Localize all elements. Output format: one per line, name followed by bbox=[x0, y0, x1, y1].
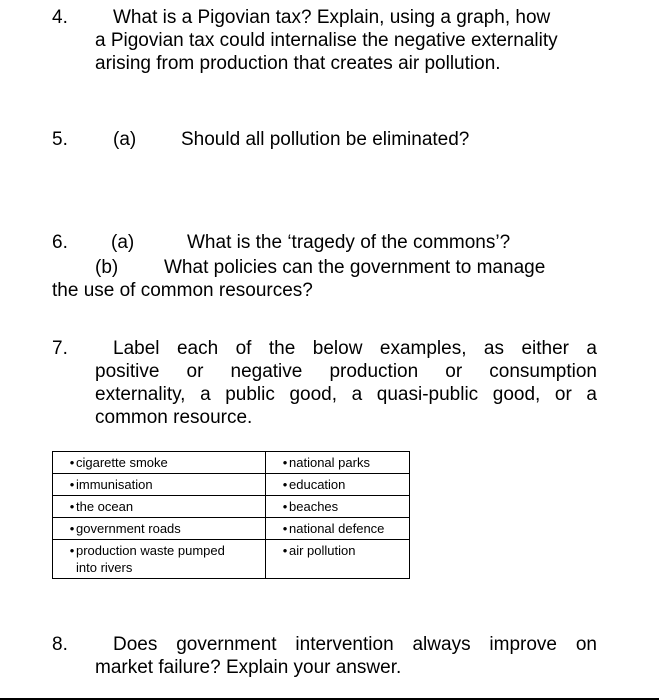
cell-text: air pollution bbox=[289, 543, 356, 558]
table-cell bbox=[53, 474, 266, 496]
cell-text: immunisation bbox=[76, 477, 153, 492]
cell-text: national parks bbox=[289, 455, 370, 470]
table-cell bbox=[266, 496, 410, 518]
question-part-label: (b) bbox=[95, 257, 119, 278]
bullet-icon: • bbox=[282, 455, 288, 470]
question-number: 7. bbox=[52, 338, 68, 359]
table-cell bbox=[53, 496, 266, 518]
cell-text: national defence bbox=[289, 521, 385, 536]
bullet-icon: • bbox=[282, 521, 288, 536]
question-number: 6. bbox=[52, 232, 68, 253]
cell-text: education bbox=[289, 477, 346, 492]
cell-text: the ocean bbox=[76, 499, 134, 514]
cell-text: government roads bbox=[76, 521, 181, 536]
cell-text: cigarette smoke bbox=[76, 455, 168, 470]
question-part-label: (a) bbox=[113, 129, 137, 150]
question-number: 8. bbox=[52, 634, 68, 655]
bullet-icon: • bbox=[69, 543, 75, 558]
bullet-icon: • bbox=[69, 521, 75, 536]
question-text-line: Label each of the below examples, as either a bbox=[113, 338, 597, 359]
question-text-line: externality, a public good, a quasi-public good, or a bbox=[95, 384, 597, 405]
table-row bbox=[53, 496, 410, 518]
question-number: 5. bbox=[52, 129, 68, 150]
bullet-icon: • bbox=[69, 477, 75, 492]
table-row bbox=[53, 474, 410, 496]
question-text-line: What is the ‘tragedy of the commons’? bbox=[187, 232, 511, 253]
table-row bbox=[53, 518, 410, 540]
bullet-icon: • bbox=[282, 499, 288, 514]
table-row bbox=[53, 540, 410, 579]
question-text-line: What is a Pigovian tax? Explain, using a graph, how bbox=[113, 7, 551, 28]
table-cell bbox=[53, 518, 266, 540]
bullet-icon: • bbox=[69, 455, 75, 470]
bullet-icon: • bbox=[282, 477, 288, 492]
question-text-line: What policies can the government to manage bbox=[164, 257, 546, 278]
question-text-line: market failure? Explain your answer. bbox=[95, 657, 402, 678]
question-text-line: a Pigovian tax could internalise the negative externality bbox=[95, 30, 558, 51]
table-cell bbox=[266, 540, 410, 579]
question-text-line: common resource. bbox=[95, 407, 253, 428]
cell-text: production waste pumped into rivers bbox=[76, 543, 225, 575]
table-cell bbox=[53, 540, 266, 579]
question-text-line: the use of common resources? bbox=[52, 280, 313, 301]
bullet-icon: • bbox=[69, 499, 75, 514]
question-text-line: positive or negative production or consumption bbox=[95, 361, 597, 382]
question-part-label: (a) bbox=[111, 232, 135, 253]
examples-table bbox=[52, 451, 410, 579]
table-cell bbox=[266, 474, 410, 496]
table-cell bbox=[53, 452, 266, 474]
table-row bbox=[53, 452, 410, 474]
table-cell bbox=[266, 518, 410, 540]
bullet-icon: • bbox=[282, 543, 288, 558]
cell-text: beaches bbox=[289, 499, 339, 514]
question-number: 4. bbox=[52, 7, 68, 28]
question-text-line: Should all pollution be eliminated? bbox=[181, 129, 470, 150]
question-text-line: arising from production that creates air pollution. bbox=[95, 53, 501, 74]
question-text-line: Does government intervention always improve on bbox=[113, 634, 597, 655]
table-cell bbox=[266, 452, 410, 474]
